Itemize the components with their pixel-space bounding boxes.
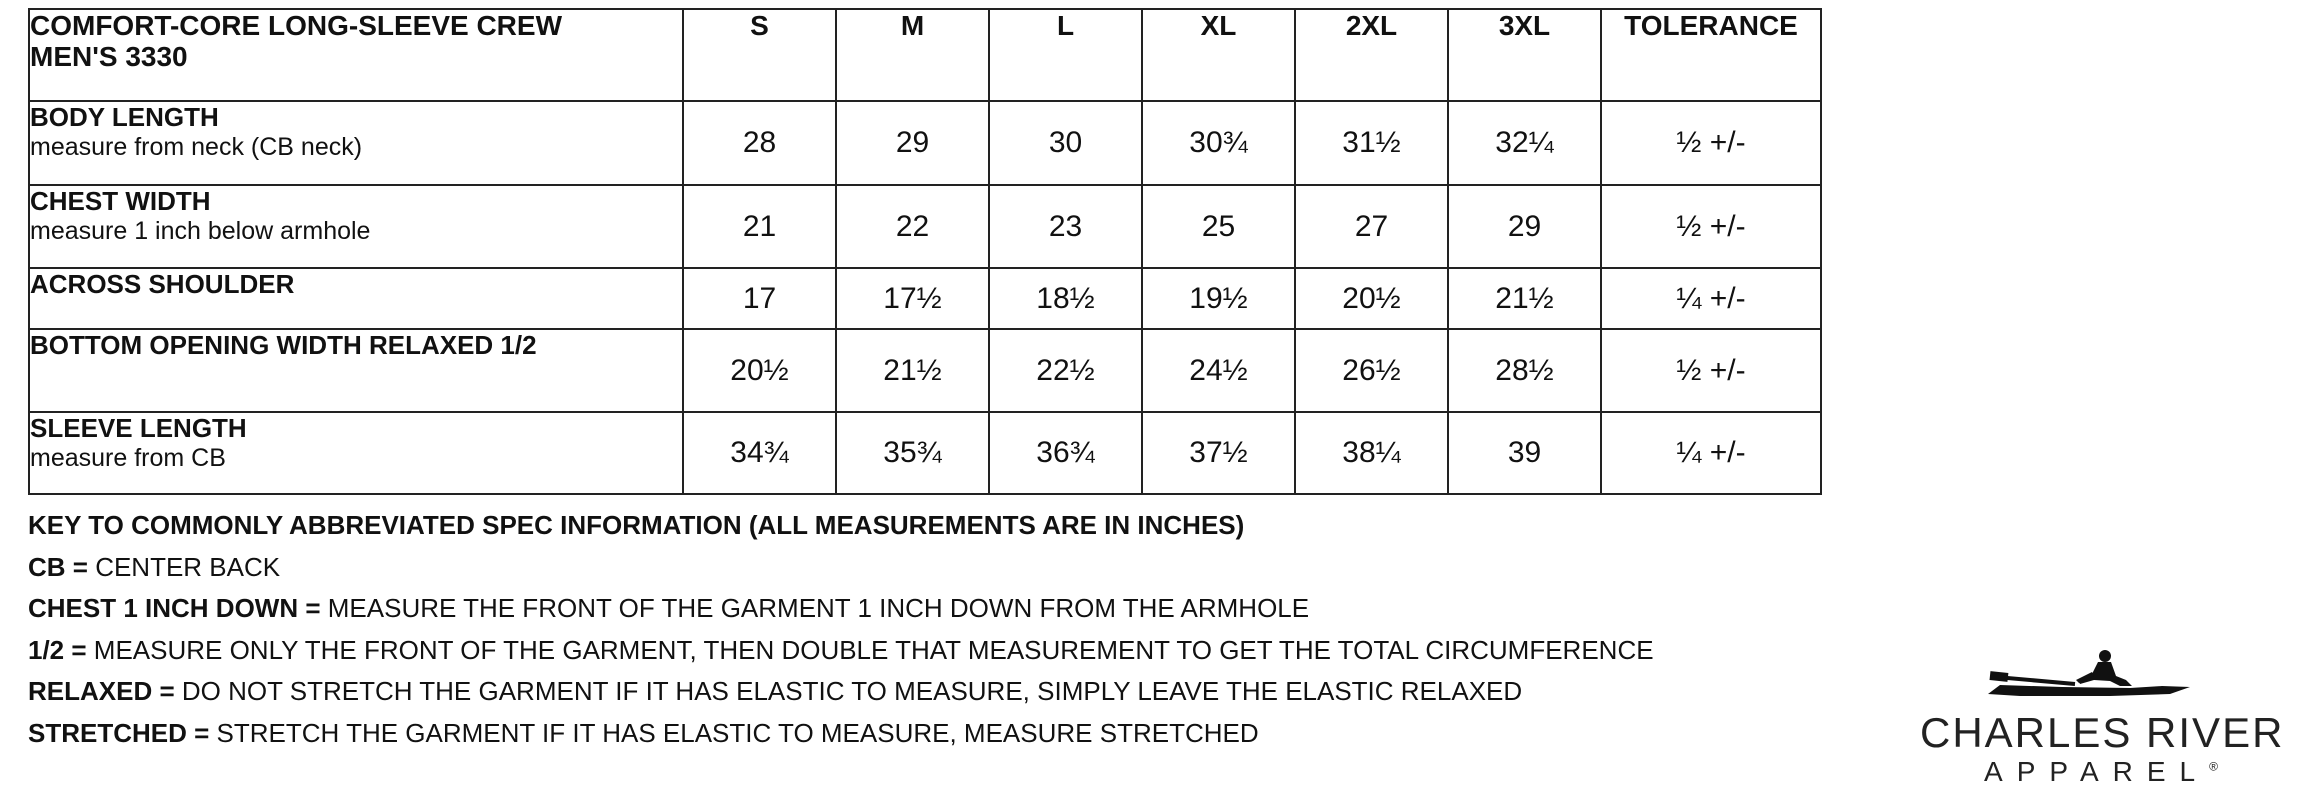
rower-icon	[1980, 650, 2220, 708]
key-definition: MEASURE ONLY THE FRONT OF THE GARMENT, THEN DOUBLE THAT MEASUREMENT TO GET THE TOTAL CIRCUMFERENCE	[86, 634, 1654, 665]
size-header-m: M	[836, 9, 989, 101]
table-cell: 26½	[1295, 329, 1448, 412]
table-cell: 25	[1142, 185, 1295, 268]
key-definition: DO NOT STRETCH THE GARMENT IF IT HAS ELASTIC TO MEASURE, SIMPLY LEAVE THE ELASTIC RELAXED	[174, 676, 1523, 706]
key-term: RELAXED =	[28, 676, 175, 706]
table-cell: 29	[836, 101, 989, 185]
title-line-1: COMFORT-CORE LONG-SLEEVE CREW	[30, 10, 562, 41]
row-label	[29, 185, 683, 268]
key-term: CB =	[28, 551, 88, 582]
tolerance-cell: ½ +/-	[1601, 185, 1821, 268]
table-cell: 17	[683, 268, 836, 329]
table-row	[29, 101, 1821, 185]
tolerance-cell: ½ +/-	[1601, 101, 1821, 185]
table-cell: 22½	[989, 329, 1142, 412]
tolerance-header: TOLERANCE	[1601, 9, 1821, 101]
table-cell: 24½	[1142, 329, 1295, 412]
key-item	[28, 630, 1654, 672]
row-label	[29, 268, 683, 329]
row-label-sub: measure from CB	[30, 444, 226, 472]
table-cell: 21½	[1448, 268, 1601, 329]
brand-sub-text: APPAREL	[1984, 756, 2210, 787]
table-cell: 39	[1448, 412, 1601, 494]
table-cell: 21½	[836, 329, 989, 412]
table-cell: 34¾	[683, 412, 836, 494]
table-cell: 32¼	[1448, 101, 1601, 185]
tolerance-cell: ¼ +/-	[1601, 268, 1821, 329]
key-definition: CENTER BACK	[87, 551, 281, 582]
key-term: CHEST 1 INCH DOWN =	[28, 593, 321, 623]
tolerance-cell: ½ +/-	[1601, 329, 1821, 412]
row-label-main: SLEEVE LENGTH	[30, 413, 247, 443]
brand-name: CHARLES RIVER	[1920, 709, 2285, 756]
abbreviation-key	[28, 505, 1654, 754]
table-cell: 35¾	[836, 412, 989, 494]
title-line-2: MEN'S 3330	[30, 41, 188, 72]
row-label-main: BODY LENGTH	[30, 102, 219, 132]
registered-mark: ®	[2209, 759, 2218, 774]
table-cell: 23	[989, 185, 1142, 268]
key-term: 1/2 =	[28, 634, 87, 665]
key-definition: MEASURE THE FRONT OF THE GARMENT 1 INCH DOWN FROM THE ARMHOLE	[320, 593, 1310, 623]
tolerance-cell: ¼ +/-	[1601, 412, 1821, 494]
table-cell: 30	[989, 101, 1142, 185]
row-label	[29, 101, 683, 185]
row-label	[29, 329, 683, 412]
table-title	[29, 9, 683, 101]
key-item	[28, 547, 1654, 589]
row-label-sub: measure from neck (CB neck)	[30, 133, 363, 161]
key-item	[28, 713, 1654, 755]
key-item	[28, 588, 1654, 630]
table-cell: 20½	[1295, 268, 1448, 329]
table-cell: 18½	[989, 268, 1142, 329]
table-header-row	[29, 9, 1821, 101]
size-header-3xl: 3XL	[1448, 9, 1601, 101]
key-title: KEY TO COMMONLY ABBREVIATED SPEC INFORMATION (ALL MEASUREMENTS ARE IN INCHES)	[28, 510, 1245, 540]
table-cell: 27	[1295, 185, 1448, 268]
table-cell: 19½	[1142, 268, 1295, 329]
table-cell: 37½	[1142, 412, 1295, 494]
table-row	[29, 329, 1821, 412]
row-label-main: ACROSS SHOULDER	[30, 269, 295, 299]
row-label-main: CHEST WIDTH	[30, 186, 211, 216]
row-label-sub: measure 1 inch below armhole	[30, 217, 371, 245]
table-cell: 20½	[683, 329, 836, 412]
table-cell: 29	[1448, 185, 1601, 268]
table-cell: 31½	[1295, 101, 1448, 185]
size-header-s: S	[683, 9, 836, 101]
row-label-main: BOTTOM OPENING WIDTH RELAXED 1/2	[30, 330, 537, 360]
table-cell: 30¾	[1142, 101, 1295, 185]
brand-logo	[1920, 650, 2290, 800]
size-header-xl: XL	[1142, 9, 1295, 101]
key-term: STRETCHED =	[28, 717, 210, 748]
size-spec-table	[28, 8, 1822, 495]
table-row	[29, 185, 1821, 268]
table-cell: 28½	[1448, 329, 1601, 412]
table-row	[29, 412, 1821, 494]
key-item	[28, 671, 1654, 713]
key-definition: STRETCH THE GARMENT IF IT HAS ELASTIC TO MEASURE, MEASURE STRETCHED	[209, 717, 1259, 748]
size-header-l: L	[989, 9, 1142, 101]
table-cell: 21	[683, 185, 836, 268]
brand-subtitle	[1920, 756, 2282, 788]
table-cell: 22	[836, 185, 989, 268]
table-cell: 36¾	[989, 412, 1142, 494]
table-cell: 28	[683, 101, 836, 185]
table-cell: 17½	[836, 268, 989, 329]
row-label	[29, 412, 683, 494]
table-row	[29, 268, 1821, 329]
table-cell: 38¼	[1295, 412, 1448, 494]
size-header-2xl: 2XL	[1295, 9, 1448, 101]
